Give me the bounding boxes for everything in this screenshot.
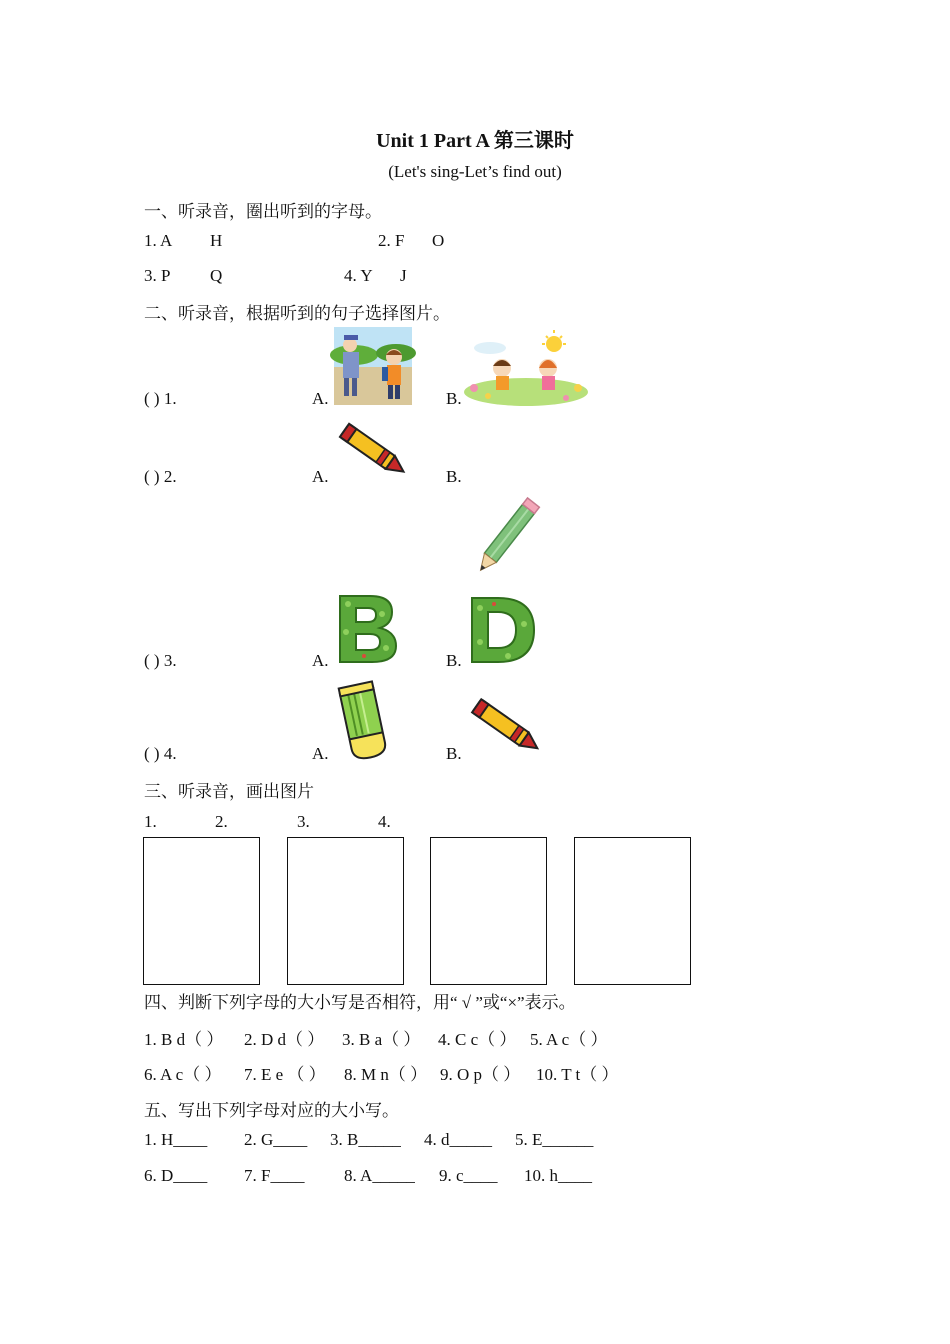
q1-number: ( ) 1.	[144, 389, 177, 408]
crayon-picture	[466, 694, 548, 760]
s1-item-1-option: H	[210, 231, 223, 250]
eraser-picture	[334, 680, 394, 762]
leafy-letter-D-picture	[468, 594, 536, 666]
q4-number: ( ) 4.	[144, 744, 177, 763]
s1-item-2-option: O	[432, 231, 445, 250]
page-subtitle: (Let's sing-Let’s find out)	[388, 162, 562, 181]
q2-option-a: A.	[312, 467, 329, 486]
write-item-6[interactable]: 6. D____	[144, 1166, 208, 1185]
s1-item-4: 4. Y	[344, 266, 373, 285]
s1-item-3-option: Q	[210, 266, 223, 285]
drawing-box-2[interactable]	[287, 837, 404, 985]
q4-option-a: A.	[312, 744, 329, 763]
match-item-2[interactable]: 2. D d（ ）	[244, 1030, 325, 1049]
section3-heading: 三、听录音，画出图片	[144, 782, 314, 801]
write-item-5[interactable]: 5. E______	[515, 1130, 594, 1149]
children-in-garden-picture	[466, 330, 588, 405]
section1-heading: 一、听录音，圈出听到的字母。	[144, 202, 382, 221]
s1-item-1: 1. A	[144, 231, 173, 250]
match-item-5[interactable]: 5. A c（ ）	[530, 1030, 608, 1049]
s1-item-2: 2. F	[378, 231, 405, 250]
leafy-letter-B-picture	[334, 592, 400, 666]
q3-number: ( ) 3.	[144, 651, 177, 670]
draw-label-3: 3.	[297, 812, 310, 831]
section2-heading: 二、听录音，根据听到的句子选择图片。	[144, 304, 450, 323]
drawing-box-4[interactable]	[574, 837, 691, 985]
match-item-3[interactable]: 3. B a（ ）	[342, 1030, 421, 1049]
s1-item-3: 3. P	[144, 266, 171, 285]
q2-number: ( ) 2.	[144, 467, 177, 486]
write-item-7[interactable]: 7. F____	[244, 1166, 305, 1185]
q2-option-b: B.	[446, 467, 462, 486]
q1-option-b: B.	[446, 389, 462, 408]
match-item-8[interactable]: 8. M n（ ）	[344, 1065, 428, 1084]
page-title: Unit 1 Part A 第三课时	[376, 130, 574, 152]
q1-option-a: A.	[312, 389, 329, 408]
q3-option-b: B.	[446, 651, 462, 670]
write-item-1[interactable]: 1. H____	[144, 1130, 208, 1149]
s1-item-4-option: J	[400, 266, 407, 285]
draw-label-4: 4.	[378, 812, 391, 831]
draw-label-1: 1.	[144, 812, 157, 831]
match-item-6[interactable]: 6. A c（ ）	[144, 1065, 222, 1084]
q4-option-b: B.	[446, 744, 462, 763]
write-item-9[interactable]: 9. c____	[439, 1166, 498, 1185]
match-item-10[interactable]: 10. T t（ ）	[536, 1065, 619, 1084]
write-item-3[interactable]: 3. B_____	[330, 1130, 401, 1149]
write-item-4[interactable]: 4. d_____	[424, 1130, 492, 1149]
match-item-4[interactable]: 4. C c（ ）	[438, 1030, 517, 1049]
drawing-box-3[interactable]	[430, 837, 547, 985]
crayon-picture	[334, 418, 414, 484]
write-item-8[interactable]: 8. A_____	[344, 1166, 415, 1185]
match-item-1[interactable]: 1. B d（ ）	[144, 1030, 224, 1049]
people-greeting-picture	[334, 327, 412, 405]
write-item-2[interactable]: 2. G____	[244, 1130, 308, 1149]
pencil-picture	[464, 488, 552, 584]
drawing-box-1[interactable]	[143, 837, 260, 985]
section5-heading: 五、写出下列字母对应的大小写。	[144, 1101, 399, 1120]
write-item-10[interactable]: 10. h____	[524, 1166, 592, 1185]
q3-option-a: A.	[312, 651, 329, 670]
draw-label-2: 2.	[215, 812, 228, 831]
match-item-9[interactable]: 9. O p（ ）	[440, 1065, 521, 1084]
match-item-7[interactable]: 7. E e （ ）	[244, 1065, 326, 1084]
section4-heading: 四、判断下列字母的大小写是否相符，用“ √ ”或“×”表示。	[144, 993, 576, 1012]
